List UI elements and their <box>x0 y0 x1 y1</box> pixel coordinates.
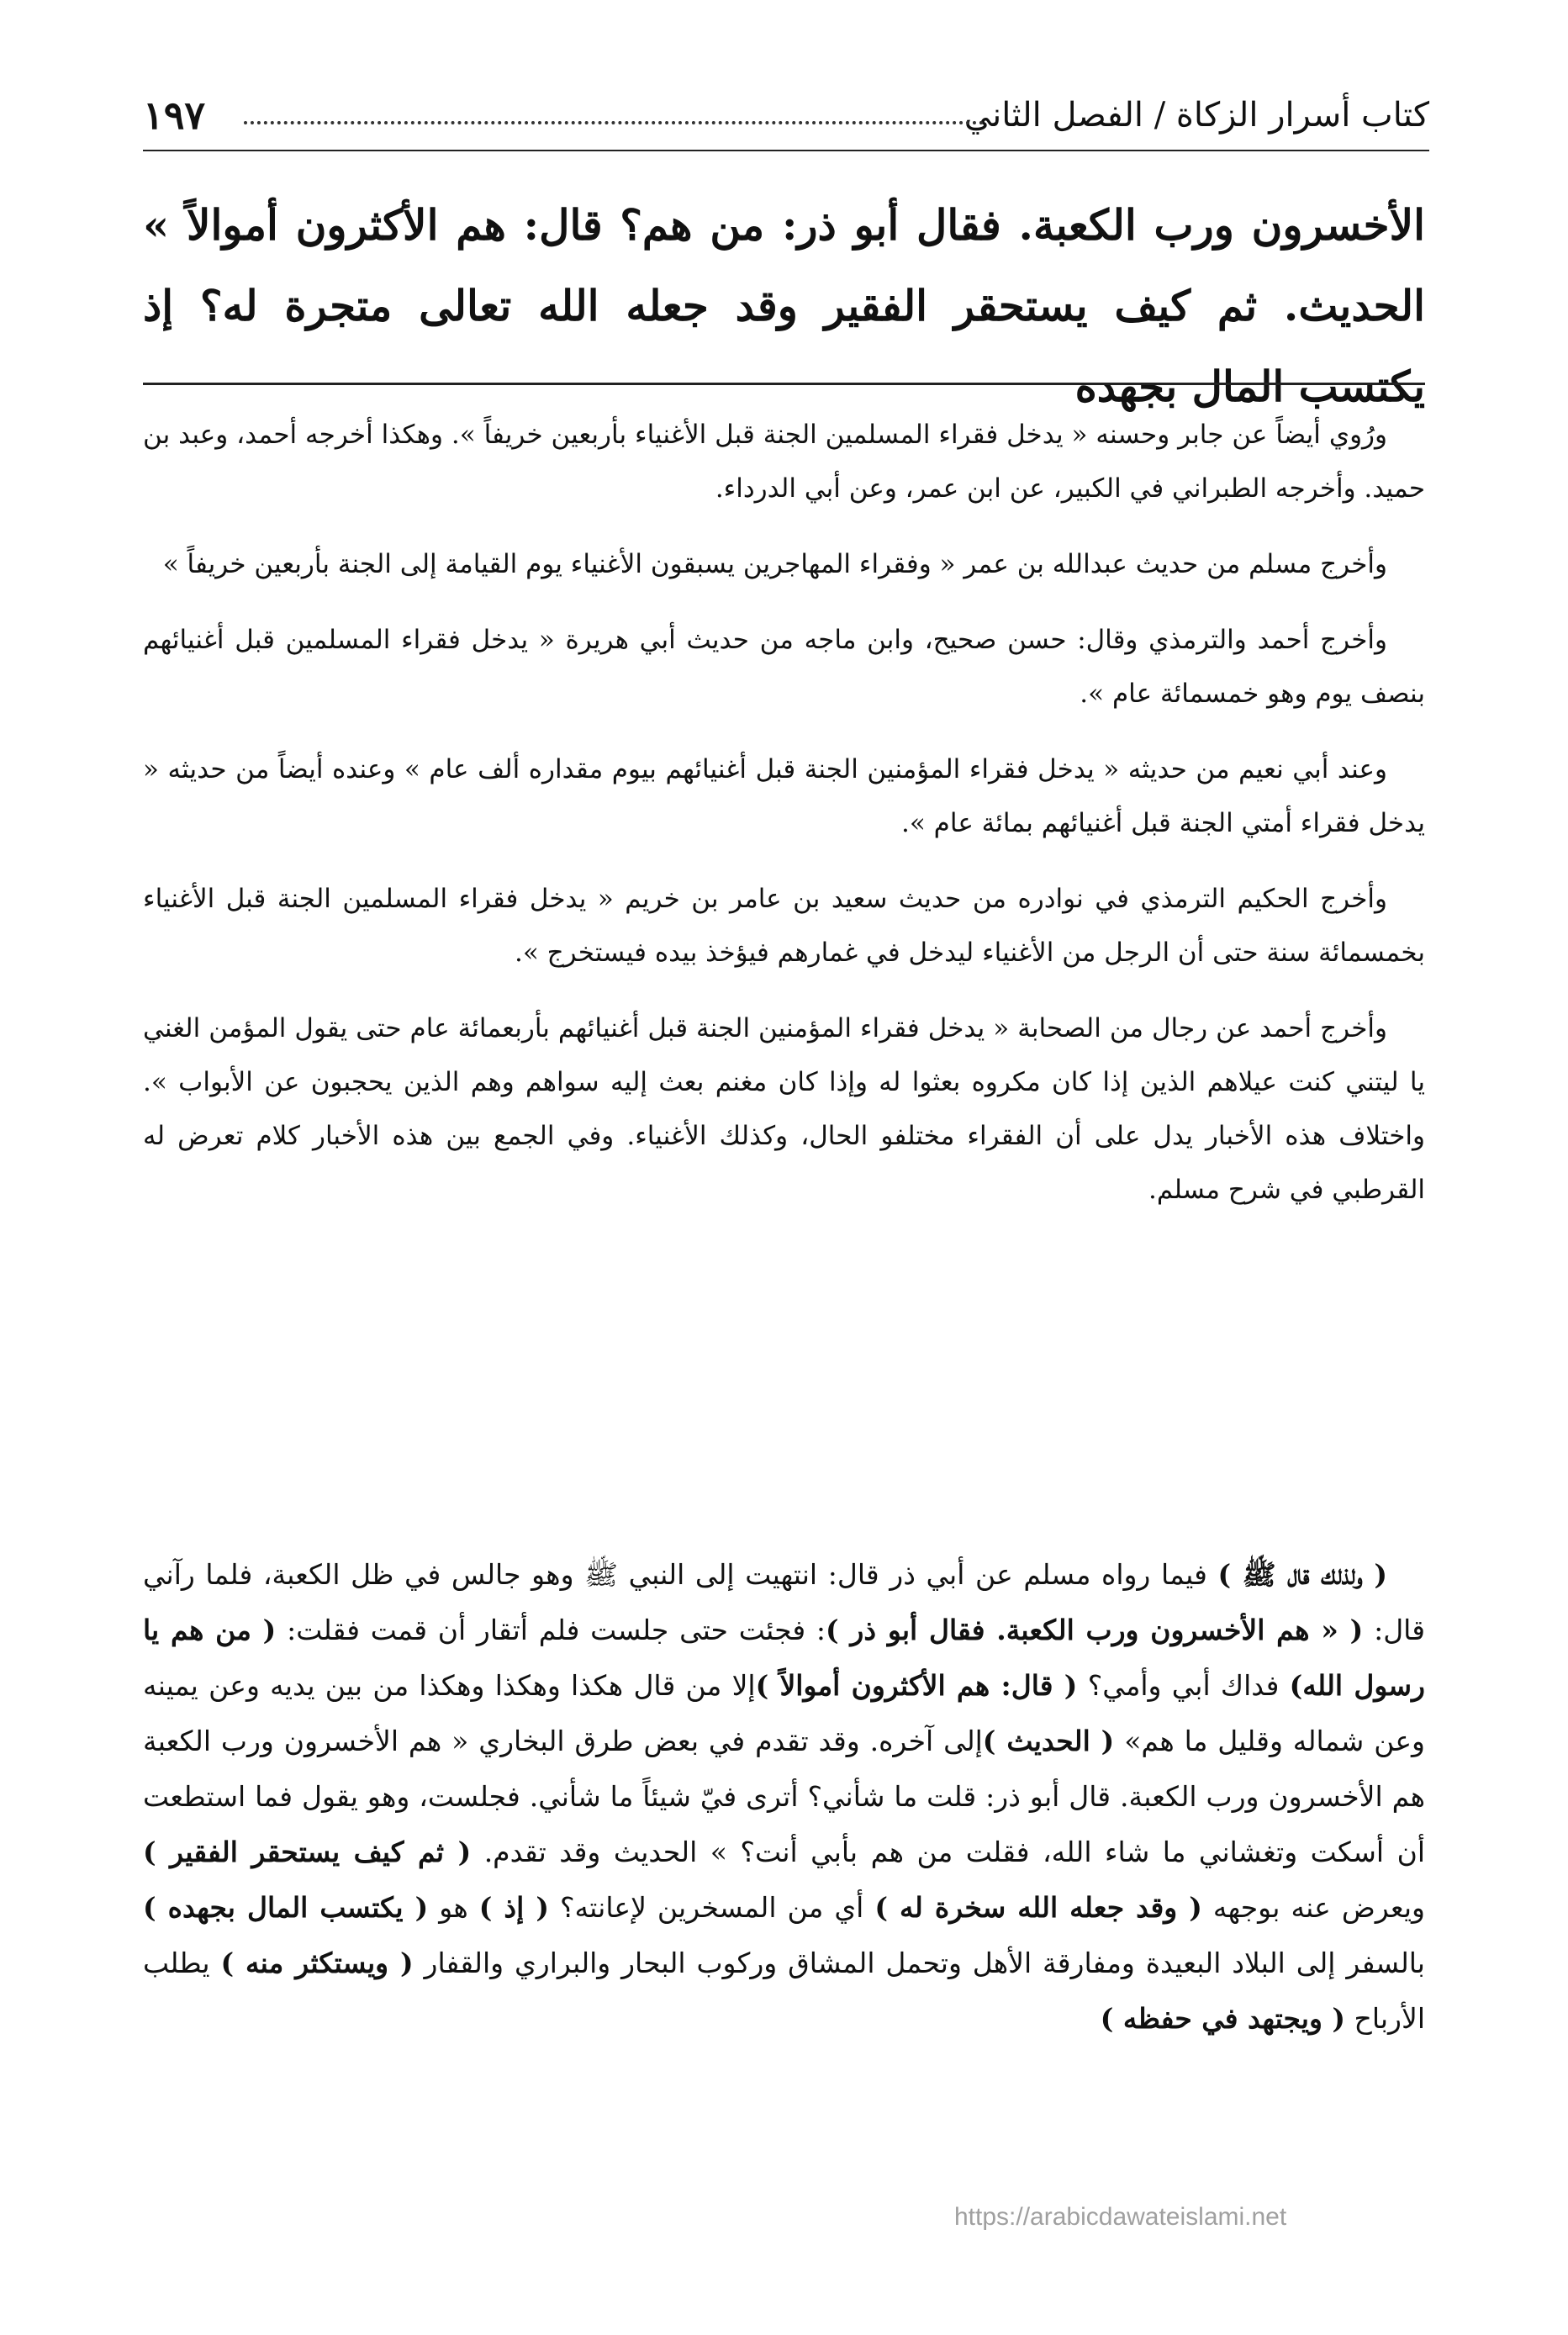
footnote-paragraph: وأخرج أحمد والترمذي وقال: حسن صحيح، وابن ماجه من حديث أبي هريرة « يدخل فقراء المسلمين قبل أغنيائهم بنصف يوم وهو خمسمائة عام ». <box>143 625 1425 709</box>
sharh-text: فداك أبي وأمي؟ <box>1077 1669 1290 1702</box>
matn-quote: ( ويستكثر منه ) <box>220 1947 414 1979</box>
sharh-text: : فجئت حتى جلست فلم أتقار أن قمت فقلت: <box>276 1614 826 1646</box>
footnote-paragraph: وأخرج الحكيم الترمذي في نوادره من حديث سعيد بن عامر بن خريم « يدخل فقراء المسلمين الجنة قبل الأغنياء بخمسمائة سنة حتى أن الرجل من الأغنياء ليدخل في غمارهم فيؤخذ بيده فيستخرج ». <box>143 884 1425 968</box>
main-text: الأخسرون ورب الكعبة. فقال أبو ذر: من هم؟ قال: هم الأكثرون أموالاً » الحديث. ثم كيف يستحقر الفقير وقد جعله الله تعالى متجرة له؟ إذ يكتسب المال بجهده <box>143 200 1425 411</box>
footnote-paragraph: وعند أبي نعيم من حديثه « يدخل فقراء المؤمنين الجنة قبل أغنيائهم بيوم مقداره ألف عام » وعنده أيضاً من حديثه « يدخل فقراء أمتي الجنة قبل أغنيائهم بمائة عام ». <box>143 754 1425 838</box>
commentary-paragraph <box>143 1547 1425 2047</box>
matn-quote: ( يكتسب المال بجهده ) <box>143 1891 429 1924</box>
leader-dots <box>244 121 984 124</box>
commentary-text <box>143 1547 1425 2047</box>
footnote-paragraph: وأخرج أحمد عن رجال من الصحابة « يدخل فقراء المؤمنين الجنة قبل أغنيائهم بأربعمائة عام حتى يقول المؤمن الغني يا ليتني كنت عيلاهم الذين إذا كان مكروه بعثوا له وإذا كان مغنم بعث إليه سواهم وهم الذين يحجبون عن الأبواب ». واختلاف هذه الأخبار يدل على أن الفقراء مختلفو الحال، وكذلك الأغنياء. وفي الجمع بين هذه الأخبار كلام تعرض له القرطبي في شرح مسلم. <box>143 1013 1425 1205</box>
running-title: كتاب أسرار الزكاة / الفصل الثاني <box>964 96 1429 135</box>
sharh-text: فيما رواه مسلم عن أبي ذر قال: انتهيت إلى النبي ﷺ وهو جالس في ظل الكعبة، فلما رآني قال: <box>143 1558 1425 1646</box>
sharh-text: إلا من قال هكذا وهكذا وهكذا من بين يديه وعن يمينه وعن شماله وقليل ما هم» <box>143 1669 1425 1757</box>
matn-quote: ( ثم كيف يستحقر الفقير ) <box>143 1836 472 1868</box>
footnote-paragraph: وأخرج مسلم من حديث عبدالله بن عمر « وفقراء المهاجرين يسبقون الأغنياء يوم القيامة إلى الجنة بأربعين خريفاً » <box>162 549 1387 579</box>
footnote-paragraph: ورُوي أيضاً عن جابر وحسنه « يدخل فقراء المسلمين الجنة قبل الأغنياء بأربعين خريفاً ». وهكذا أخرجه أحمد، وعبد بن حميد. وأخرجه الطبراني في الكبير، عن ابن عمر، وعن أبي الدرداء. <box>143 420 1425 504</box>
sharh-text: إلى آخره. وقد تقدم في بعض طرق البخاري « هم الأخسرون ورب الكعبة هم الأخسرون ورب الكعبة. قال أبو ذر: قلت ما شأني؟ أترى فيّ شيئاً ما شأني. فجلست، وهو يقول فما استطعت أن أسكت وتغشاني ما شاء الله، فقلت من هم بأبي أنت؟ » الحديث وقد تقدم. <box>143 1725 1425 1868</box>
watermark-url: https://arabicdawateislami.net <box>954 2203 1287 2231</box>
sharh-text: أي من المسخرين لإعانته؟ <box>548 1891 875 1924</box>
sharh-text: ويعرض عنه بوجهه <box>1201 1891 1425 1924</box>
matn-quote: ( وقد جعله الله سخرة له ) <box>874 1891 1202 1924</box>
matn-quote: ( قال: هم الأكثرون أموالاً ) <box>755 1669 1078 1702</box>
matn-quote: ( ويجتهد في حفظه ) <box>1100 2002 1346 2035</box>
matn-quote: ( الحديث ) <box>982 1725 1115 1757</box>
sharh-text: يطلب الأرباح <box>143 1947 1425 2035</box>
matn-quote: ( إذ ) <box>478 1891 549 1924</box>
matn-quote: ( من هم يا رسول الله) <box>143 1614 1425 1702</box>
page-number: ١٩٧ <box>143 92 206 138</box>
sharh-text: هو <box>428 1891 479 1924</box>
footnotes <box>143 408 1425 1239</box>
page-header <box>143 91 1429 151</box>
matn-quote: ( « هم الأخسرون ورب الكعبة. فقال أبو ذر ) <box>826 1614 1364 1646</box>
sharh-text: بالسفر إلى البلاد البعيدة ومفارقة الأهل وتحمل المشاق وركوب البحار والبراري والقفار <box>413 1947 1425 1979</box>
footnote-divider <box>143 383 1425 385</box>
matn-quote: ( ولذلك قال ﷺ ) <box>1217 1558 1387 1591</box>
